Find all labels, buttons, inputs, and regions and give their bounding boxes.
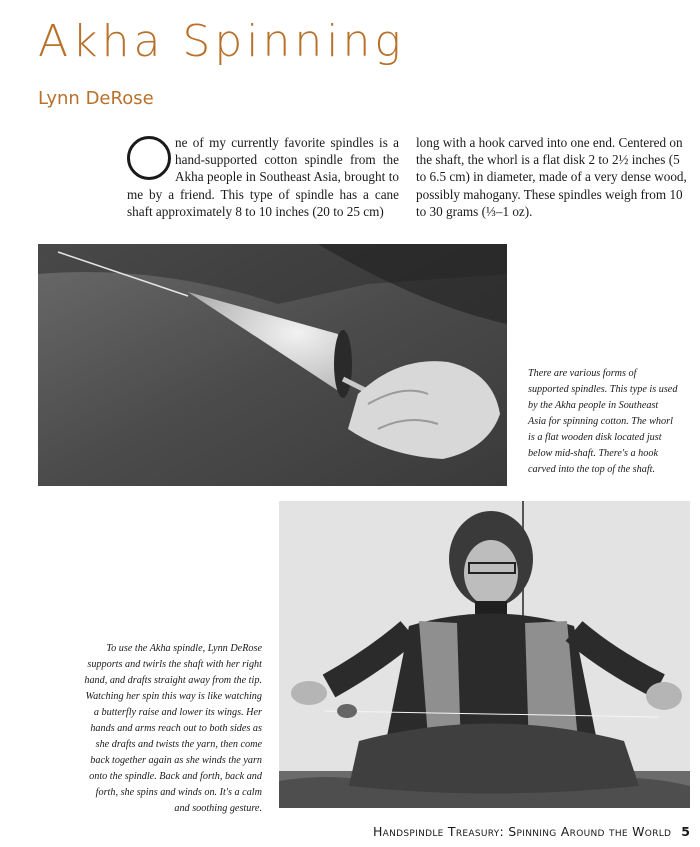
body-column-1-text: ne of my currently favorite spindles is a hand-supported cotton spindle from the Akha people in Southeast Asia, brought to me by a friend. This type of spindle has a cane shaft approximately 8 to 10 inches (20 to 25 cm) xyxy=(127,135,399,219)
body-column-2: long with a hook carved into one end. Centered on the shaft, the whorl is a flat disk 2 to 2½ inches (5 to 6.5 cm) in diameter, made of a very dense wood, possibly mahogany. These spindles weigh from 10 to 30 grams (⅓–1 oz). xyxy=(416,135,687,219)
article-author: Lynn DeRose xyxy=(38,88,154,109)
page-footer xyxy=(336,824,690,839)
book-title: Handspindle Treasury: Spinning Around the World xyxy=(372,824,672,839)
body-column-1 xyxy=(127,134,399,220)
spinner-photo-image xyxy=(279,501,690,808)
spinner-photo xyxy=(279,501,690,808)
spindle-caption: There are various forms of supported spindles. This type is used by the Akha people in Southeast Asia for spinning cotton. The whorl is a flat wooden disk located just below mid-shaft. There's a hook carved into the top of the shaft. xyxy=(528,368,678,475)
spindle-photo-image xyxy=(38,244,507,486)
article-title: Akha Spinning xyxy=(38,16,405,67)
spinner-caption: To use the Akha spindle, Lynn DeRose supports and twirls the shaft with her right hand, and drafts straight away from the tip. Watching her spin this way is like watching a butterfly raise and lower its wings. Her hands and arms reach out to both sides as she drafts and twists the yarn, then come back together again as she winds the yarn onto the spindle. Back and forth, back and forth, she spins and winds on. It's a calm and soothing gesture. xyxy=(84,643,262,814)
drop-cap-letter xyxy=(127,134,128,135)
spindle-photo xyxy=(38,244,507,486)
page-number: 5 xyxy=(681,824,690,839)
drop-cap-o xyxy=(127,136,171,180)
